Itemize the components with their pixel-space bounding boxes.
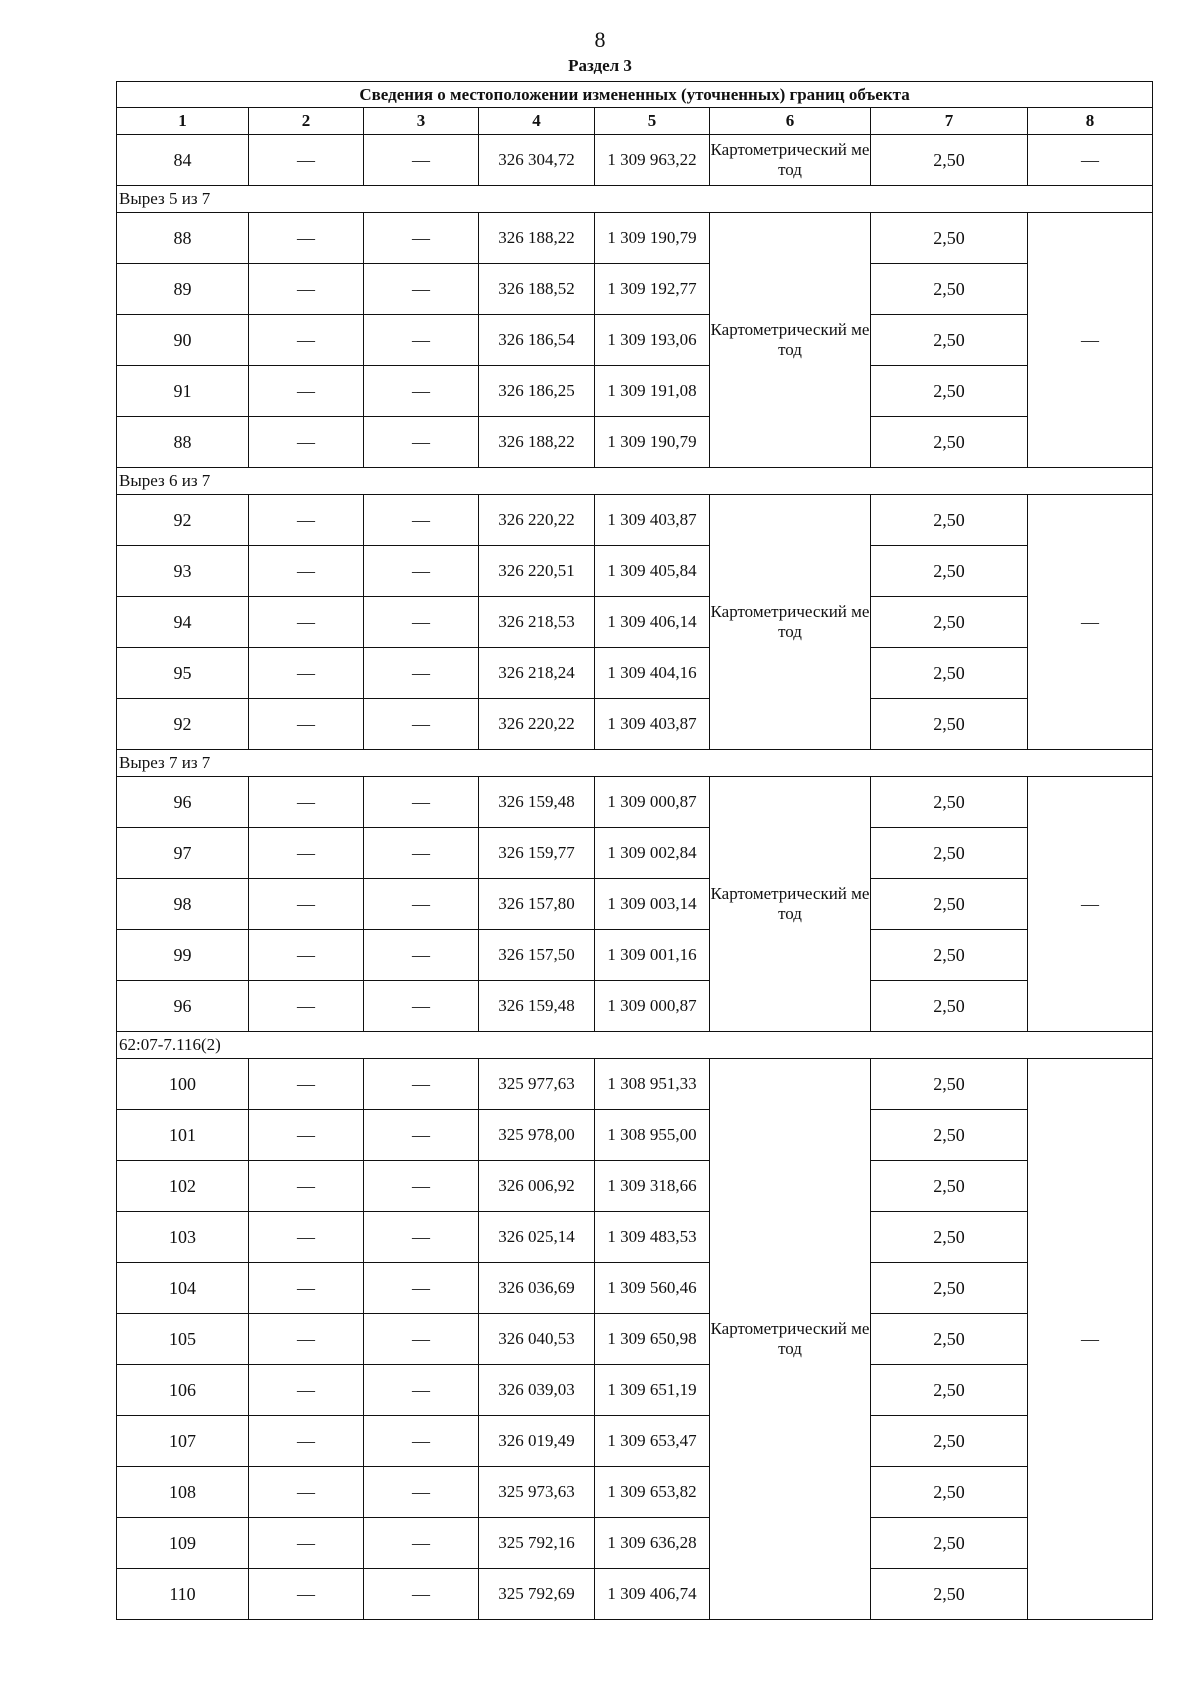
point-number: 93	[117, 546, 249, 597]
table-row	[117, 417, 1153, 468]
point-number: 106	[117, 1365, 249, 1416]
accuracy-value: 2,50	[871, 366, 1028, 417]
coordinate-y: 1 309 963,22	[595, 135, 710, 186]
accuracy-value: 2,50	[871, 1212, 1028, 1263]
column-3-value: —	[364, 1263, 479, 1314]
accuracy-value: 2,50	[871, 1263, 1028, 1314]
coordinate-x: 325 978,00	[479, 1110, 595, 1161]
accuracy-value: 2,50	[871, 1365, 1028, 1416]
point-number: 96	[117, 777, 249, 828]
column-2-value: —	[249, 417, 364, 468]
column-3-value: —	[364, 366, 479, 417]
accuracy-value: 2,50	[871, 1569, 1028, 1620]
point-number: 101	[117, 1110, 249, 1161]
accuracy-value: 2,50	[871, 315, 1028, 366]
point-number: 104	[117, 1263, 249, 1314]
coordinate-x: 326 188,22	[479, 213, 595, 264]
accuracy-value: 2,50	[871, 597, 1028, 648]
coordinate-x: 326 159,48	[479, 777, 595, 828]
coordinate-x: 326 218,24	[479, 648, 595, 699]
column-8-value: —	[1028, 777, 1153, 1032]
column-2-value: —	[249, 828, 364, 879]
table-row	[117, 546, 1153, 597]
column-2-value: —	[249, 315, 364, 366]
coordinate-y: 1 309 403,87	[595, 699, 710, 750]
column-2-value: —	[249, 366, 364, 417]
accuracy-value: 2,50	[871, 981, 1028, 1032]
column-2-value: —	[249, 546, 364, 597]
table-row	[117, 1314, 1153, 1365]
coordinate-x: 326 220,22	[479, 699, 595, 750]
coordinate-y: 1 309 000,87	[595, 981, 710, 1032]
column-number: 8	[1028, 108, 1153, 135]
column-2-value: —	[249, 264, 364, 315]
table-row	[117, 1365, 1153, 1416]
coordinate-x: 326 039,03	[479, 1365, 595, 1416]
point-number: 94	[117, 597, 249, 648]
column-2-value: —	[249, 1518, 364, 1569]
coordinate-y: 1 309 318,66	[595, 1161, 710, 1212]
coordinate-y: 1 309 636,28	[595, 1518, 710, 1569]
column-2-value: —	[249, 1059, 364, 1110]
accuracy-value: 2,50	[871, 699, 1028, 750]
column-2-value: —	[249, 648, 364, 699]
accuracy-value: 2,50	[871, 546, 1028, 597]
coordinate-x: 326 157,80	[479, 879, 595, 930]
point-number: 107	[117, 1416, 249, 1467]
table-row	[117, 828, 1153, 879]
table-row	[117, 1569, 1153, 1620]
column-2-value: —	[249, 1314, 364, 1365]
group-label: 62:07-7.116(2)	[117, 1032, 1153, 1059]
point-number: 100	[117, 1059, 249, 1110]
column-number: 1	[117, 108, 249, 135]
column-3-value: —	[364, 930, 479, 981]
coordinate-x: 326 040,53	[479, 1314, 595, 1365]
accuracy-value: 2,50	[871, 828, 1028, 879]
column-3-value: —	[364, 828, 479, 879]
column-2-value: —	[249, 213, 364, 264]
column-2-value: —	[249, 135, 364, 186]
coordinate-y: 1 309 192,77	[595, 264, 710, 315]
coordinate-x: 326 188,22	[479, 417, 595, 468]
coordinate-x: 326 220,51	[479, 546, 595, 597]
page-number: 8	[594, 27, 606, 52]
table-row	[117, 1059, 1153, 1110]
accuracy-value: 2,50	[871, 1467, 1028, 1518]
column-2-value: —	[249, 1212, 364, 1263]
coordinate-y: 1 309 003,14	[595, 879, 710, 930]
coordinate-y: 1 309 001,16	[595, 930, 710, 981]
table-row	[117, 213, 1153, 264]
accuracy-value: 2,50	[871, 1518, 1028, 1569]
column-number-row	[117, 108, 1153, 135]
coordinate-y: 1 309 650,98	[595, 1314, 710, 1365]
column-2-value: —	[249, 1110, 364, 1161]
point-number: 91	[117, 366, 249, 417]
column-3-value: —	[364, 264, 479, 315]
table-row	[117, 1161, 1153, 1212]
column-3-value: —	[364, 135, 479, 186]
point-number: 88	[117, 417, 249, 468]
coordinate-y: 1 309 193,06	[595, 315, 710, 366]
point-number: 95	[117, 648, 249, 699]
column-3-value: —	[364, 1416, 479, 1467]
column-2-value: —	[249, 495, 364, 546]
table-row	[117, 264, 1153, 315]
group-header-row	[117, 750, 1153, 777]
coordinate-y: 1 309 190,79	[595, 213, 710, 264]
coordinate-x: 326 186,25	[479, 366, 595, 417]
coordinate-y: 1 309 651,19	[595, 1365, 710, 1416]
column-3-value: —	[364, 1467, 479, 1518]
column-number: 6	[710, 108, 871, 135]
point-number: 89	[117, 264, 249, 315]
column-3-value: —	[364, 1365, 479, 1416]
column-3-value: —	[364, 495, 479, 546]
accuracy-value: 2,50	[871, 1416, 1028, 1467]
coordinate-x: 325 977,63	[479, 1059, 595, 1110]
group-label: Вырез 5 из 7	[117, 186, 1153, 213]
coordinate-y: 1 309 404,16	[595, 648, 710, 699]
coordinate-x: 326 188,52	[479, 264, 595, 315]
table-row	[117, 495, 1153, 546]
column-number: 3	[364, 108, 479, 135]
accuracy-value: 2,50	[871, 264, 1028, 315]
coordinate-x: 326 006,92	[479, 1161, 595, 1212]
column-3-value: —	[364, 777, 479, 828]
column-8-value: —	[1028, 135, 1153, 186]
column-3-value: —	[364, 417, 479, 468]
column-2-value: —	[249, 879, 364, 930]
point-number: 98	[117, 879, 249, 930]
coordinate-y: 1 309 000,87	[595, 777, 710, 828]
point-number: 84	[117, 135, 249, 186]
table-row	[117, 597, 1153, 648]
accuracy-value: 2,50	[871, 648, 1028, 699]
coordinate-y: 1 309 190,79	[595, 417, 710, 468]
column-2-value: —	[249, 1416, 364, 1467]
column-number: 5	[595, 108, 710, 135]
coordinate-x: 326 036,69	[479, 1263, 595, 1314]
column-number: 7	[871, 108, 1028, 135]
point-number: 96	[117, 981, 249, 1032]
accuracy-value: 2,50	[871, 417, 1028, 468]
accuracy-value: 2,50	[871, 213, 1028, 264]
accuracy-value: 2,50	[871, 1161, 1028, 1212]
column-2-value: —	[249, 699, 364, 750]
column-number: 4	[479, 108, 595, 135]
table-row	[117, 981, 1153, 1032]
method-cell: Картометрический метод	[710, 1059, 871, 1620]
table-row	[117, 366, 1153, 417]
coordinate-y: 1 309 191,08	[595, 366, 710, 417]
point-number: 97	[117, 828, 249, 879]
table-row	[117, 699, 1153, 750]
coordinate-x: 326 157,50	[479, 930, 595, 981]
column-3-value: —	[364, 879, 479, 930]
coordinate-x: 326 218,53	[479, 597, 595, 648]
column-3-value: —	[364, 1059, 479, 1110]
accuracy-value: 2,50	[871, 879, 1028, 930]
coordinate-y: 1 309 403,87	[595, 495, 710, 546]
table-caption: Сведения о местоположении измененных (уточненных) границ объекта	[117, 82, 1153, 108]
point-number: 109	[117, 1518, 249, 1569]
table-caption-row	[117, 82, 1153, 108]
table-row	[117, 1416, 1153, 1467]
accuracy-value: 2,50	[871, 135, 1028, 186]
column-2-value: —	[249, 930, 364, 981]
coordinate-x: 326 159,77	[479, 828, 595, 879]
column-3-value: —	[364, 213, 479, 264]
column-3-value: —	[364, 648, 479, 699]
point-number: 102	[117, 1161, 249, 1212]
column-3-value: —	[364, 1518, 479, 1569]
coordinate-y: 1 309 405,84	[595, 546, 710, 597]
point-number: 108	[117, 1467, 249, 1518]
group-label: Вырез 6 из 7	[117, 468, 1153, 495]
group-label: Вырез 7 из 7	[117, 750, 1153, 777]
group-header-row	[117, 1032, 1153, 1059]
accuracy-value: 2,50	[871, 1059, 1028, 1110]
method-cell: Картометрический метод	[710, 213, 871, 468]
column-3-value: —	[364, 699, 479, 750]
point-number: 92	[117, 699, 249, 750]
table-row	[117, 777, 1153, 828]
coordinate-y: 1 308 955,00	[595, 1110, 710, 1161]
method-cell: Картометрический метод	[710, 777, 871, 1032]
coordinate-y: 1 309 483,53	[595, 1212, 710, 1263]
column-number: 2	[249, 108, 364, 135]
column-3-value: —	[364, 981, 479, 1032]
column-8-value: —	[1028, 1059, 1153, 1620]
table-row	[117, 1518, 1153, 1569]
point-number: 90	[117, 315, 249, 366]
coordinate-x: 326 220,22	[479, 495, 595, 546]
coordinate-y: 1 309 560,46	[595, 1263, 710, 1314]
column-2-value: —	[249, 1161, 364, 1212]
column-3-value: —	[364, 315, 479, 366]
point-number: 105	[117, 1314, 249, 1365]
accuracy-value: 2,50	[871, 930, 1028, 981]
table-row	[117, 1263, 1153, 1314]
table-row	[117, 1212, 1153, 1263]
coordinate-y: 1 308 951,33	[595, 1059, 710, 1110]
table-row	[117, 1467, 1153, 1518]
coordinate-x: 326 186,54	[479, 315, 595, 366]
table-row	[117, 315, 1153, 366]
column-3-value: —	[364, 546, 479, 597]
coordinate-y: 1 309 406,74	[595, 1569, 710, 1620]
column-3-value: —	[364, 597, 479, 648]
table-row	[117, 1110, 1153, 1161]
accuracy-value: 2,50	[871, 777, 1028, 828]
table-row	[117, 879, 1153, 930]
coordinate-x: 326 025,14	[479, 1212, 595, 1263]
coordinate-x: 325 792,16	[479, 1518, 595, 1569]
coordinate-x: 326 304,72	[479, 135, 595, 186]
column-3-value: —	[364, 1161, 479, 1212]
accuracy-value: 2,50	[871, 1314, 1028, 1365]
accuracy-value: 2,50	[871, 495, 1028, 546]
column-2-value: —	[249, 1569, 364, 1620]
coordinate-x: 326 019,49	[479, 1416, 595, 1467]
coordinate-x: 326 159,48	[479, 981, 595, 1032]
coordinate-y: 1 309 002,84	[595, 828, 710, 879]
table-row	[117, 648, 1153, 699]
column-8-value: —	[1028, 213, 1153, 468]
column-2-value: —	[249, 981, 364, 1032]
coordinate-y: 1 309 653,47	[595, 1416, 710, 1467]
point-number: 88	[117, 213, 249, 264]
point-number: 110	[117, 1569, 249, 1620]
coordinate-y: 1 309 406,14	[595, 597, 710, 648]
column-3-value: —	[364, 1314, 479, 1365]
group-header-row	[117, 468, 1153, 495]
column-8-value: —	[1028, 495, 1153, 750]
column-3-value: —	[364, 1212, 479, 1263]
coordinate-x: 325 792,69	[479, 1569, 595, 1620]
method-cell: Картометрический метод	[710, 135, 871, 186]
column-2-value: —	[249, 777, 364, 828]
column-3-value: —	[364, 1110, 479, 1161]
column-2-value: —	[249, 1263, 364, 1314]
table-row	[117, 930, 1153, 981]
table-row	[117, 135, 1153, 186]
point-number: 103	[117, 1212, 249, 1263]
coordinate-x: 325 973,63	[479, 1467, 595, 1518]
column-2-value: —	[249, 1467, 364, 1518]
section-title: Раздел 3	[568, 56, 632, 75]
group-header-row	[117, 186, 1153, 213]
point-number: 99	[117, 930, 249, 981]
point-number: 92	[117, 495, 249, 546]
method-cell: Картометрический метод	[710, 495, 871, 750]
column-3-value: —	[364, 1569, 479, 1620]
accuracy-value: 2,50	[871, 1110, 1028, 1161]
boundary-coordinates-table	[116, 81, 1153, 1620]
column-2-value: —	[249, 597, 364, 648]
coordinate-y: 1 309 653,82	[595, 1467, 710, 1518]
column-2-value: —	[249, 1365, 364, 1416]
